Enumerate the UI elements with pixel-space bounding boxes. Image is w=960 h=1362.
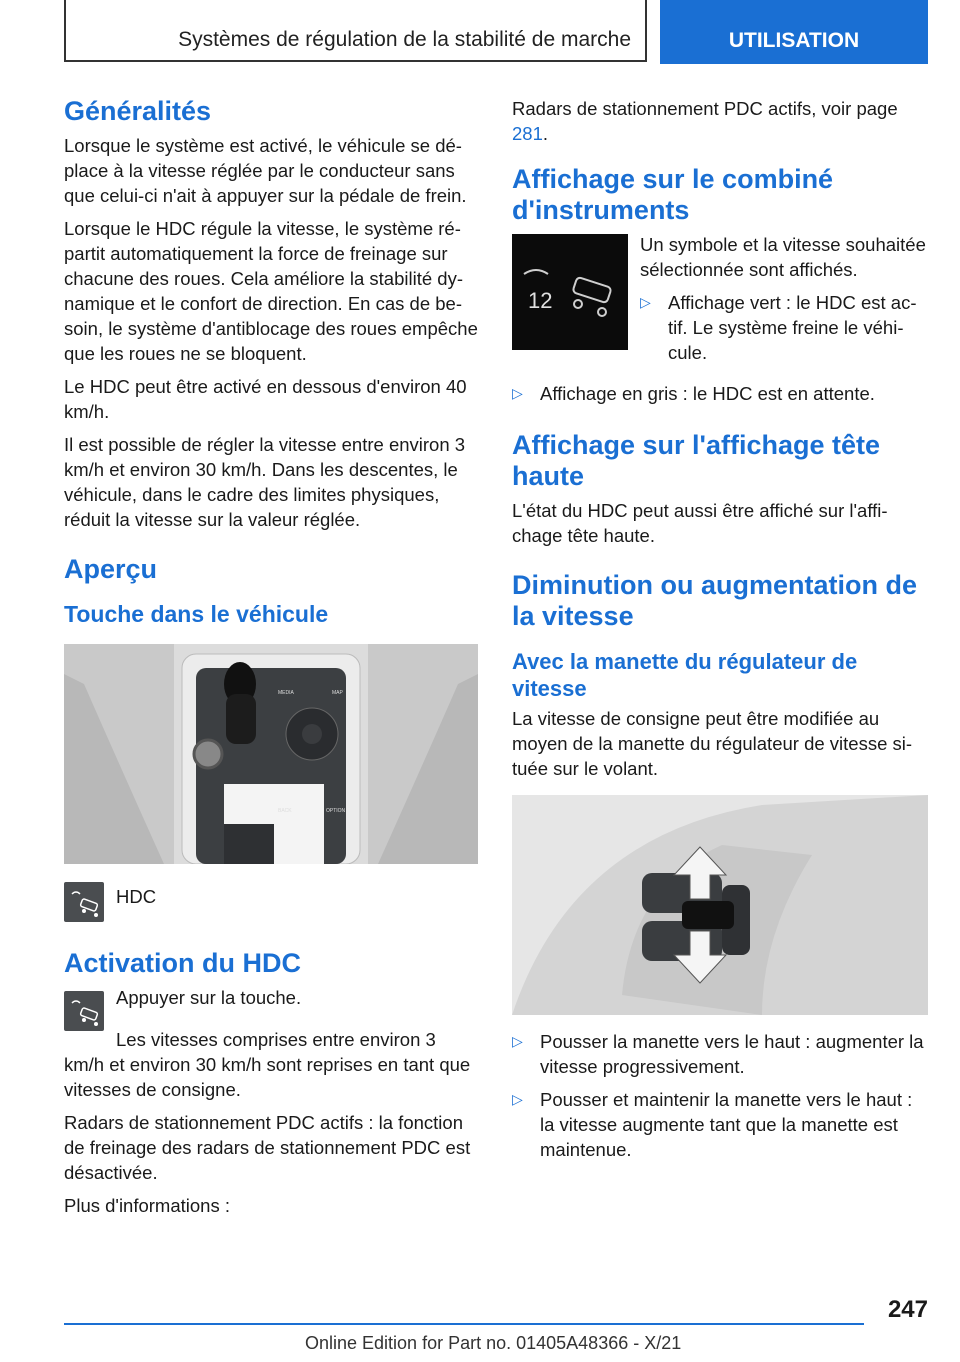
instrument-cluster-image	[512, 234, 628, 350]
bullet-affichage-vert	[640, 290, 928, 365]
para-generalites-4: Il est possible de régler la vitesse entre environ 3 km/h et environ 30 km/h. Dans les descentes, le véhicule, dans le cadre des limites physiques, réduit la vitesse sur la valeur réglée.	[64, 434, 466, 530]
hdc-legend-row	[64, 882, 478, 922]
hdc-icon[interactable]	[64, 991, 104, 1031]
heading-activation-hdc: Activation du HDC	[64, 948, 302, 978]
bullet-pousser-maintenir-text: Pousser et maintenir la manette vers le haut : la vitesse augmente tant que la manette est maintenue.	[540, 1089, 913, 1160]
para-generalites-3: Le HDC peut être activé en dessous d'environ 40 km/h.	[64, 376, 467, 422]
left-column	[64, 96, 478, 1226]
pdc-ref-paragraph	[512, 96, 928, 146]
triangle-bullet-icon: ▷	[512, 1033, 523, 1049]
hdc-icon	[64, 882, 104, 922]
bullet-gris-text: Affichage en gris : le HDC est en attente.	[540, 383, 875, 404]
footer-edition: Online Edition for Part no. 01405A48366 - X/21	[305, 1333, 682, 1353]
bullet-affichage-gris	[512, 381, 928, 406]
page-header	[64, 0, 928, 64]
triangle-bullet-icon: ▷	[512, 385, 523, 401]
tete-haute-paragraph: L'état du HDC peut aussi être affiché sur l'affichage tête haute.	[512, 500, 888, 546]
bullet-pousser-haut-text: Pousser la manette vers le haut : augmenter la vitesse progressivement.	[540, 1031, 924, 1077]
heading-generalites: Généralités	[64, 96, 212, 126]
activation-row	[64, 985, 478, 1031]
header-title-box	[64, 0, 647, 62]
heading-affichage-combine: Affichage sur le combiné d'instruments	[512, 164, 834, 225]
hdc-label: HDC	[116, 886, 157, 907]
page-link-281[interactable]: 281	[512, 123, 543, 144]
combine-paragraph: Un symbole et la vitesse souhaitée sélectionnée sont affichés.	[640, 234, 926, 280]
bullet-pousser-maintenir	[512, 1087, 928, 1162]
header-tab-label: UTILISATION	[728, 29, 860, 52]
activation-step-2: Les vitesses comprises entre environ 3 km/h et environ 30 km/h sont reprises en tant que vitesses de consigne.	[64, 1029, 471, 1100]
triangle-bullet-icon: ▷	[512, 1091, 523, 1107]
header-section-title: Systèmes de régulation de la stabilité de marche	[178, 28, 631, 51]
activation-more-info: Plus d'informations :	[64, 1195, 230, 1216]
heading-touche-vehicule: Touche dans le véhicule	[64, 601, 329, 627]
pdc-ref-period: .	[542, 123, 549, 144]
svg-text:BACK: BACK	[278, 808, 292, 814]
header-tab-utilisation[interactable]	[660, 0, 928, 64]
steering-wheel-photo	[512, 795, 928, 1015]
combine-row	[512, 234, 928, 373]
footer-rule	[64, 1323, 864, 1325]
svg-text:MEDIA: MEDIA	[278, 690, 294, 696]
console-photo	[64, 644, 478, 864]
bullet-vert-text: Affichage vert : le HDC est actif. Le système freine le véhicule.	[668, 292, 917, 363]
triangle-bullet-icon: ▷	[640, 294, 651, 310]
heading-diminution-augmentation: Diminution ou augmentation de la vitesse	[512, 570, 917, 631]
svg-text:MAP: MAP	[332, 690, 343, 696]
page-number: 247	[887, 1296, 928, 1323]
svg-text:OPTION: OPTION	[326, 808, 346, 814]
cluster-speed: 12	[528, 288, 553, 313]
heading-apercu: Aperçu	[64, 554, 158, 584]
pdc-ref-text: Radars de stationnement PDC actifs, voir page	[512, 98, 898, 119]
activation-step-1: Appuyer sur la touche.	[116, 987, 302, 1008]
right-column	[512, 96, 928, 1170]
para-generalites-1: Lorsque le système est activé, le véhicule se déplace à la vitesse réglée par le conducteur sans que celui-ci n'ait à appuyer sur la pédale de frein.	[64, 135, 467, 206]
heading-affichage-tete-haute: Affichage sur l'affichage tête haute	[512, 430, 881, 491]
heading-manette-regulateur: Avec la manette du régulateur de vitesse	[512, 649, 858, 701]
para-generalites-2: Lorsque le HDC régule la vitesse, le système répartit automatiquement la force de freinage sur chacune des roues. Cela améliore la stabilité dynamique et le confort de direction. En cas de besoin, le système d'antiblocage des roues empêche que les roues ne se bloquent.	[64, 218, 478, 364]
manette-paragraph: La vitesse de consigne peut être modifiée au moyen de la manette du régulateur de vitesse située sur le volant.	[512, 708, 913, 779]
activation-pdc-note: Radars de stationnement PDC actifs : la fonction de freinage des radars de stationnement PDC est désactivée.	[64, 1112, 471, 1183]
bullet-pousser-haut	[512, 1029, 928, 1079]
